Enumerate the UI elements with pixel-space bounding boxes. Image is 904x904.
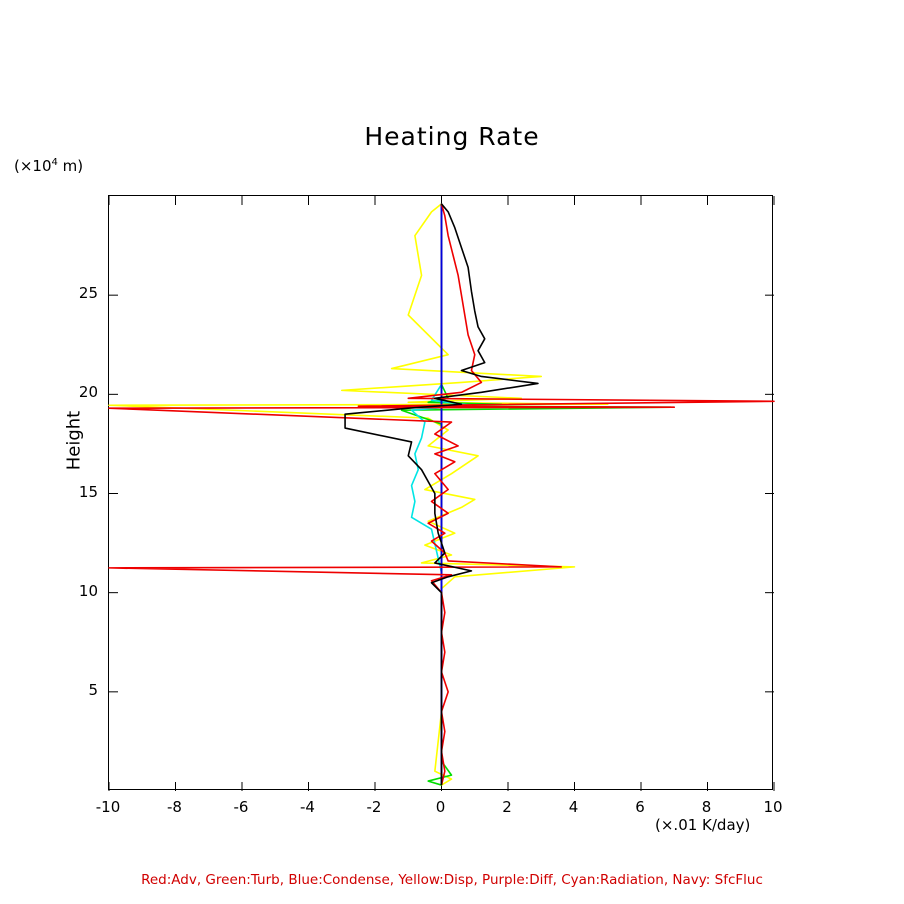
x-tick-label: -4 <box>300 798 315 816</box>
y-tick-label: 5 <box>88 680 98 699</box>
x-tick-label: 8 <box>701 798 712 816</box>
x-tick-label: -10 <box>95 798 121 816</box>
x-axis-label: (×.01 K/day) <box>655 816 751 834</box>
y-tick-label: 20 <box>78 383 98 402</box>
plot-area <box>108 195 773 790</box>
y-axis-unit-text: (×10 <box>14 157 52 175</box>
y-tick-label: 25 <box>78 284 98 303</box>
chart-canvas <box>109 196 774 791</box>
y-tick-label: 10 <box>78 581 98 600</box>
x-tick-label: 6 <box>635 798 645 816</box>
legend: Red:Adv, Green:Turb, Blue:Condense, Yellow:Disp, Purple:Diff, Cyan:Radiation, Navy: SfcFluc <box>141 872 763 888</box>
y-axis-unit-label <box>14 157 83 175</box>
x-tick-label: -2 <box>366 798 382 816</box>
x-tick-label: 10 <box>763 798 783 816</box>
y-axis-label: Height <box>63 410 85 471</box>
x-tick-label: -8 <box>167 798 182 816</box>
x-tick-label: 0 <box>435 798 446 816</box>
page-title: Heating Rate <box>364 122 540 151</box>
y-tick-label: 15 <box>78 482 98 501</box>
x-tick-label: 2 <box>502 798 512 816</box>
x-tick-label: -6 <box>233 798 249 816</box>
y-axis-unit-exponent: 4 <box>51 157 58 168</box>
x-tick-label: 4 <box>568 798 579 816</box>
y-axis-unit-tail: m) <box>57 157 84 175</box>
series-line-disp <box>109 204 608 785</box>
